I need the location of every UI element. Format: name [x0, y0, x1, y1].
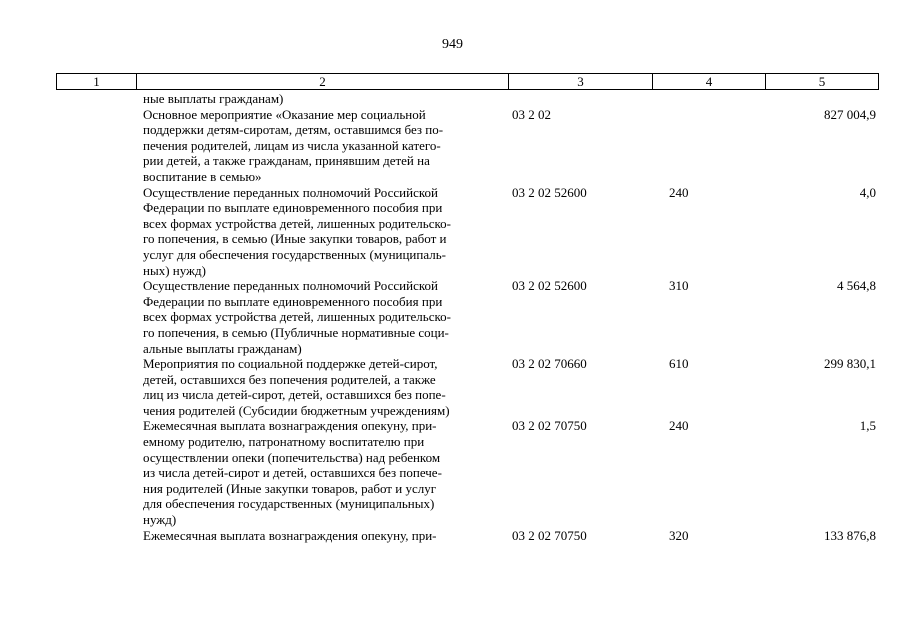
header-column-2: 2: [136, 74, 508, 89]
description-line: го попечения, в семью (Иные закупки товаров, работ и: [143, 231, 447, 247]
description-line: Ежемесячная выплата вознаграждения опекуну, при-: [143, 418, 437, 434]
description-line: ные выплаты гражданам): [143, 91, 284, 106]
header-column-5: 5: [765, 74, 878, 89]
table-row: [0, 185, 905, 279]
header-column-4: 4: [652, 74, 765, 89]
row-description: [143, 278, 505, 356]
row-expense-type: 320: [669, 527, 689, 543]
row-code: 03 2 02: [512, 106, 551, 122]
description-line: нужд): [143, 512, 177, 528]
row-description: [143, 528, 505, 544]
description-line: Осуществление переданных полномочий Российской: [143, 278, 438, 294]
row-expense-type: 610: [669, 356, 689, 372]
description-line: поддержки детям-сиротам, детям, оставшимся без по-: [143, 122, 444, 138]
row-code: 03 2 02 52600: [512, 184, 587, 200]
row-amount: 133 876,8: [824, 527, 876, 543]
row-code: 03 2 02 70750: [512, 527, 587, 543]
row-expense-type: 240: [669, 418, 689, 434]
row-description: [143, 418, 505, 527]
row-code: 03 2 02 70660: [512, 356, 587, 372]
description-line: альные выплаты гражданам): [143, 340, 302, 356]
description-line: из числа детей-сирот и детей, оставшихся без попече-: [143, 465, 442, 481]
table-row: [0, 418, 905, 527]
description-line: осуществлении опеки (попечительства) над ребенком: [143, 449, 441, 465]
row-amount: 4 564,8: [837, 278, 876, 294]
header-column-1: 1: [93, 74, 100, 89]
description-line: печения родителей, лицам из числа указанной катего-: [143, 137, 441, 153]
description-line: для обеспечения государственных (муниципальных): [143, 496, 435, 512]
description-line: емному родителю, патронатному воспитателю при: [143, 434, 425, 450]
description-line: воспитание в семью»: [143, 168, 262, 184]
row-description: [143, 356, 505, 418]
row-expense-type: 310: [669, 278, 689, 294]
table-row: [0, 107, 905, 185]
row-description: [143, 107, 505, 185]
row-description: [143, 185, 505, 279]
description-line: Осуществление переданных полномочий Российской: [143, 184, 438, 200]
row-expense-type: 240: [669, 184, 689, 200]
table-row: [0, 528, 905, 544]
description-line: всех формах устройства детей, лишенных родительско-: [143, 309, 451, 325]
description-line: ных) нужд): [143, 262, 206, 278]
description-line: Ежемесячная выплата вознаграждения опекуну, при-: [143, 527, 437, 543]
description-line: всех формах устройства детей, лишенных родительско-: [143, 215, 451, 231]
description-line: Федерации по выплате единовременного пособия при: [143, 293, 443, 309]
description-line: го попечения, в семью (Публичные нормативные соци-: [143, 324, 449, 340]
description-line: Основное мероприятие «Оказание мер социальной: [143, 106, 426, 122]
table-header-row: [56, 73, 879, 90]
table-row: [0, 278, 905, 356]
description-line: детей, оставшихся без попечения родителей, а также: [143, 371, 436, 387]
description-line: лиц из числа детей-сирот, детей, оставшихся без попе-: [143, 387, 446, 403]
description-line: услуг для обеспечения государственных (муниципаль-: [143, 246, 446, 262]
row-amount: 4,0: [859, 184, 876, 200]
description-line: чения родителей (Субсидии бюджетным учреждениям): [143, 402, 450, 418]
description-line: ния родителей (Иные закупки товаров, работ и услуг: [143, 480, 437, 496]
description-line: Федерации по выплате единовременного пособия при: [143, 200, 443, 216]
table-body: [0, 91, 905, 543]
header-column-3: 3: [508, 74, 652, 89]
row-amount: 299 830,1: [824, 356, 876, 372]
description-line: Мероприятия по социальной поддержке детей-сирот,: [143, 356, 438, 372]
table-row: [0, 356, 905, 418]
row-code: 03 2 02 52600: [512, 278, 587, 294]
page-number: 949: [442, 37, 463, 52]
description-line: рии детей, а также гражданам, принявшим детей на: [143, 153, 430, 169]
table-row: [0, 91, 905, 107]
row-description: [143, 91, 505, 107]
row-code: 03 2 02 70750: [512, 418, 587, 434]
row-amount: 1,5: [859, 418, 876, 434]
row-amount: 827 004,9: [824, 106, 876, 122]
